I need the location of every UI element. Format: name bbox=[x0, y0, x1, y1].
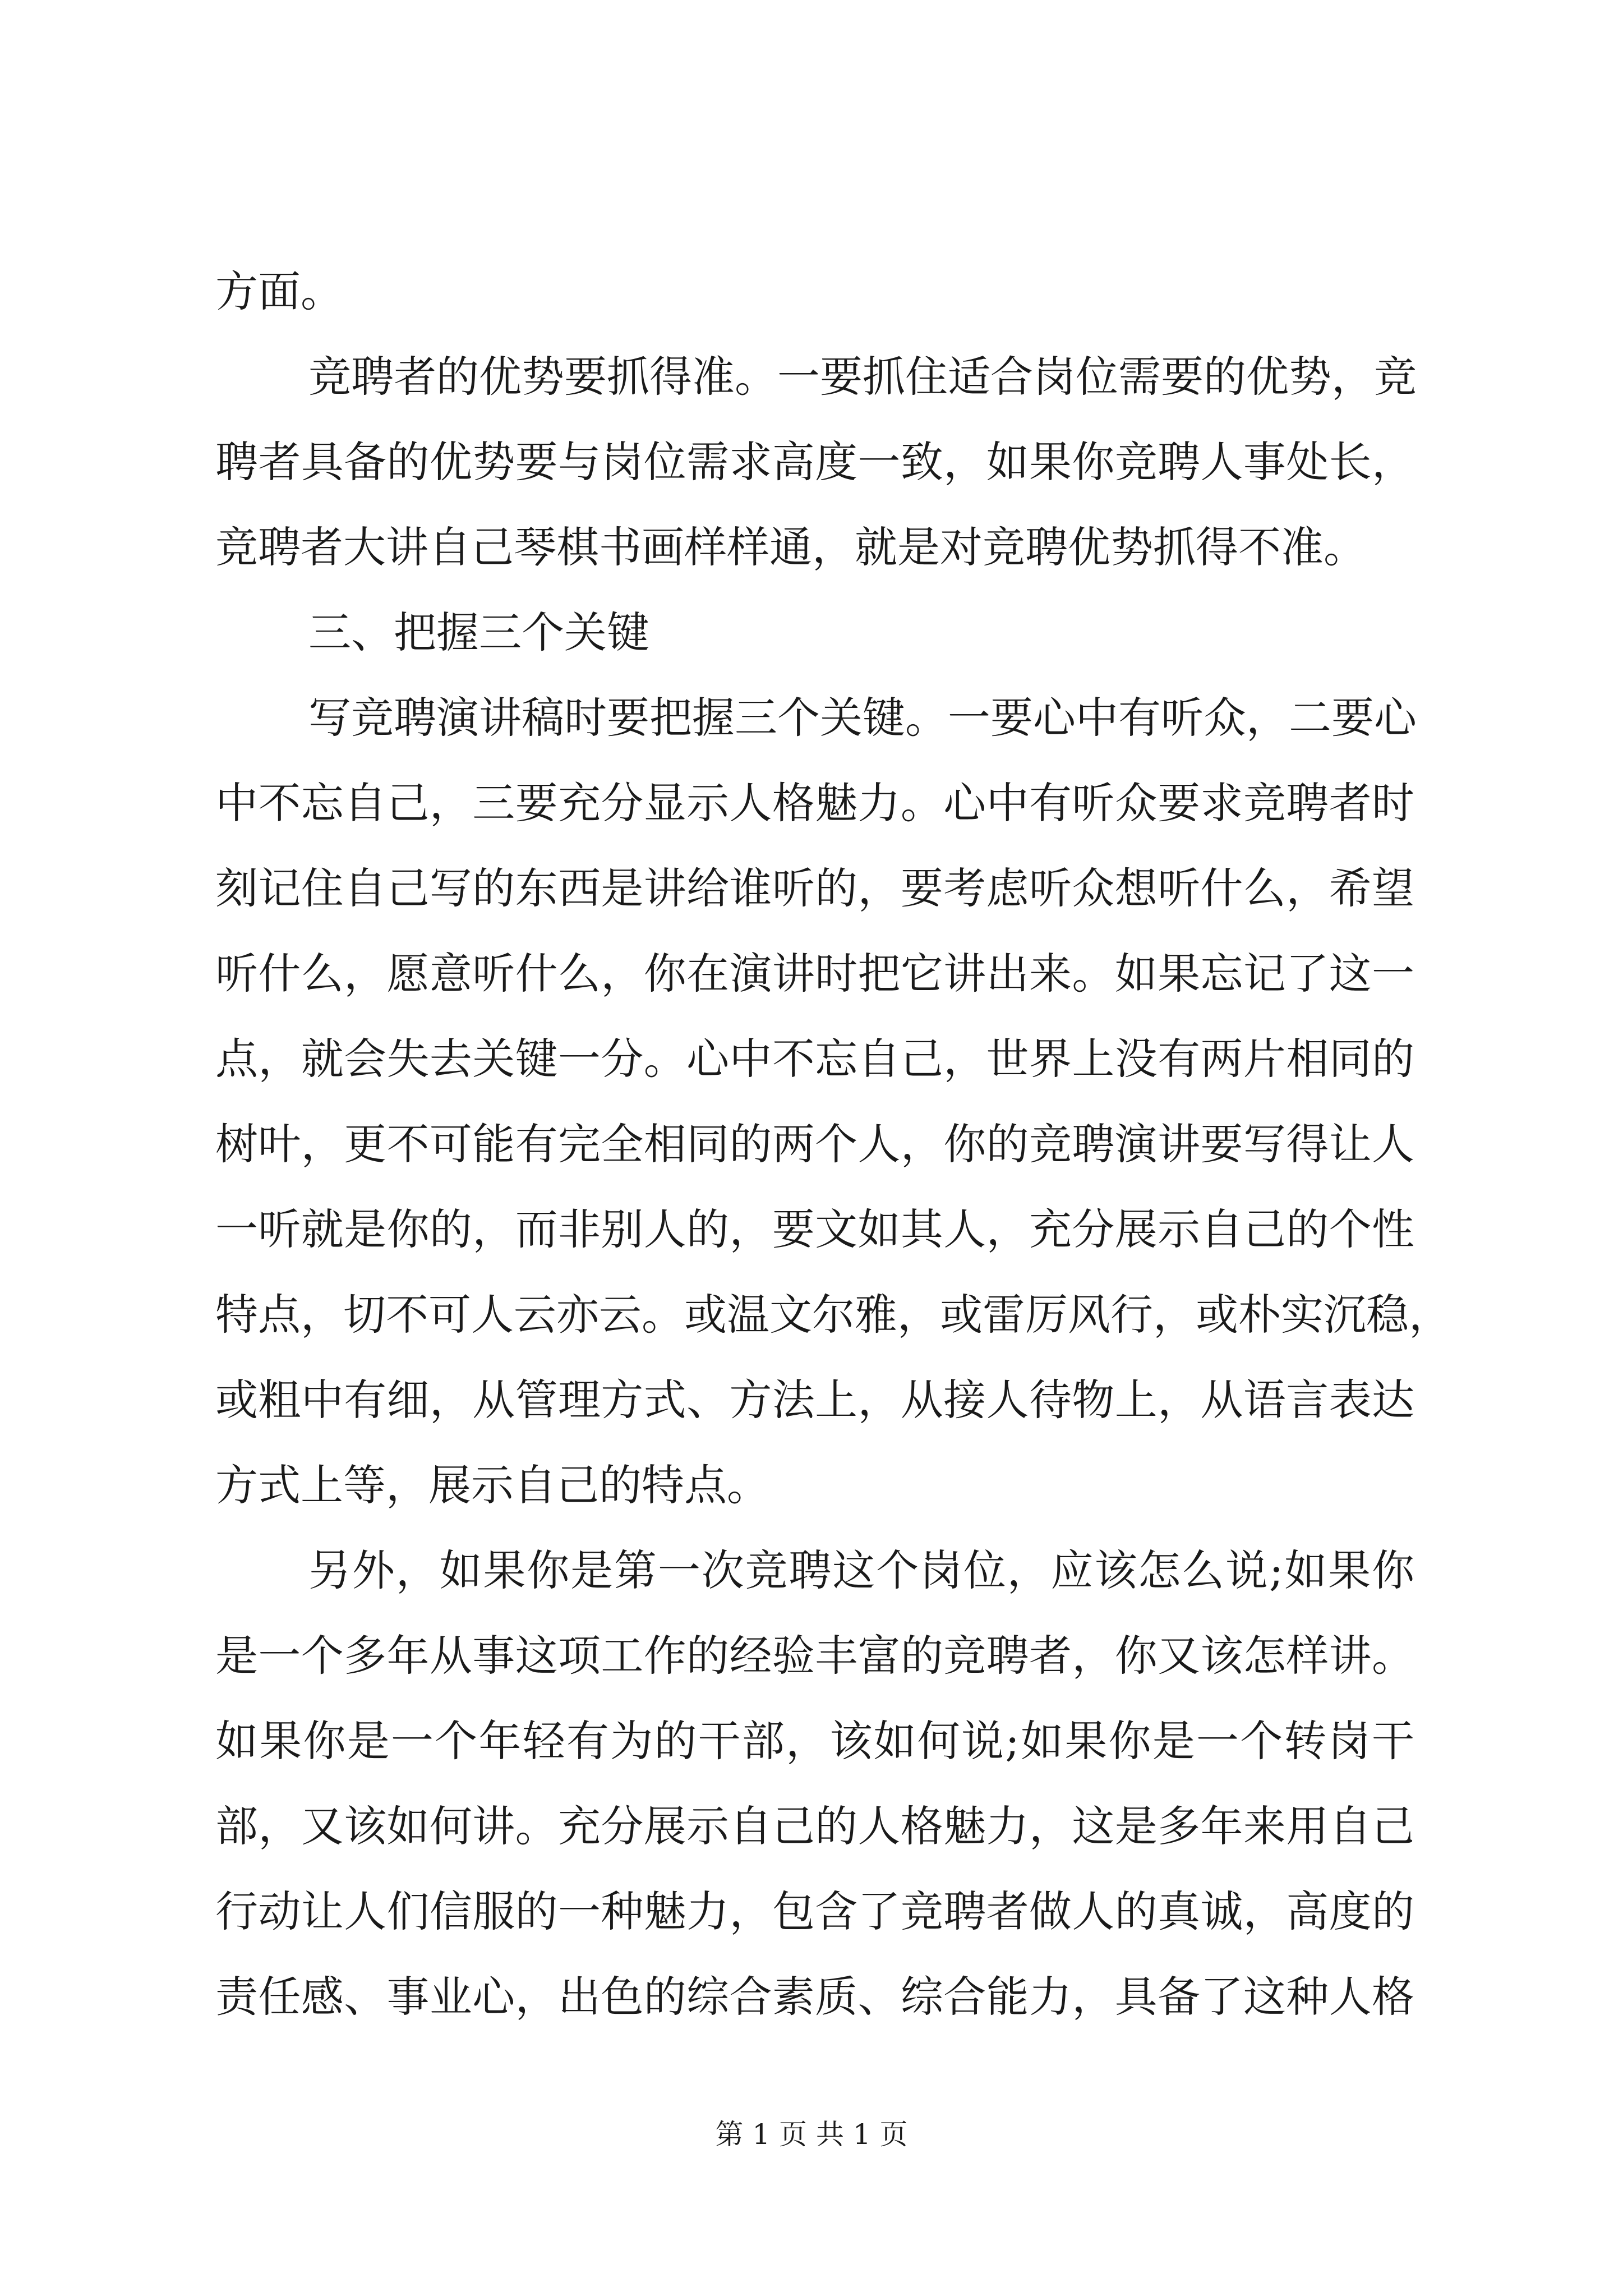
paragraph-line: 是一个多年从事这项工作的经验丰富的竞聘者，你又该怎样讲。 bbox=[215, 1631, 1414, 1681]
paragraph-first-line: 三、把握三个关键 bbox=[308, 608, 649, 657]
paragraph-line: 中不忘自己，三要充分显示人格魅力。心中有听众要求竞聘者时 bbox=[215, 778, 1414, 828]
paragraph-line: 责任感、事业心，出色的综合素质、综合能力，具备了这种人格 bbox=[215, 1972, 1414, 2022]
paragraph-line: 行动让人们信服的一种魅力，包含了竞聘者做人的真诚，高度的 bbox=[215, 1887, 1414, 1936]
paragraph-line: 一听就是你的，而非别人的，要文如其人，充分展示自己的个性 bbox=[215, 1204, 1414, 1254]
paragraph-line: 听什么，愿意听什么，你在演讲时把它讲出来。如果忘记了这一 bbox=[215, 949, 1414, 999]
paragraph-first-line: 另外，如果你是第一次竞聘这个岗位，应该怎么说;如果你 bbox=[308, 1545, 1414, 1595]
paragraph-line: 方面。 bbox=[215, 266, 343, 316]
paragraph-line: 方式上等，展示自己的特点。 bbox=[215, 1460, 769, 1510]
paragraph-line: 特点，切不可人云亦云。或温文尔雅，或雷厉风行，或朴实沉稳， bbox=[215, 1290, 1451, 1340]
paragraph-line: 刻记住自己写的东西是讲给谁听的，要考虑听众想听什么，希望 bbox=[215, 863, 1414, 913]
paragraph-line: 树叶，更不可能有完全相同的两个人，你的竞聘演讲要写得让人 bbox=[215, 1119, 1414, 1169]
paragraph-line: 如果你是一个年轻有为的干部，该如何说;如果你是一个转岗干 bbox=[215, 1716, 1414, 1766]
paragraph-line: 点，就会失去关键一分。心中不忘自己，世界上没有两片相同的 bbox=[215, 1034, 1414, 1084]
paragraph-first-line: 写竞聘演讲稿时要把握三个关键。一要心中有听众，二要心 bbox=[308, 693, 1417, 743]
paragraph-line: 竞聘者大讲自己琴棋书画样样通，就是对竞聘优势抓得不准。 bbox=[215, 522, 1366, 572]
page-footer: 第 1 页 共 1 页 bbox=[715, 2118, 908, 2151]
paragraph-line: 部，又该如何讲。充分展示自己的人格魅力，这是多年来用自己 bbox=[215, 1801, 1414, 1851]
document-body bbox=[215, 249, 1451, 2040]
paragraph-line: 或粗中有细，从管理方式、方法上，从接人待物上，从语言表达 bbox=[215, 1375, 1414, 1425]
paragraph-line: 聘者具备的优势要与岗位需求高度一致，如果你竞聘人事处长， bbox=[215, 437, 1414, 487]
paragraph-first-line: 竞聘者的优势要抓得准。一要抓住适合岗位需要的优势，竞 bbox=[308, 352, 1417, 402]
